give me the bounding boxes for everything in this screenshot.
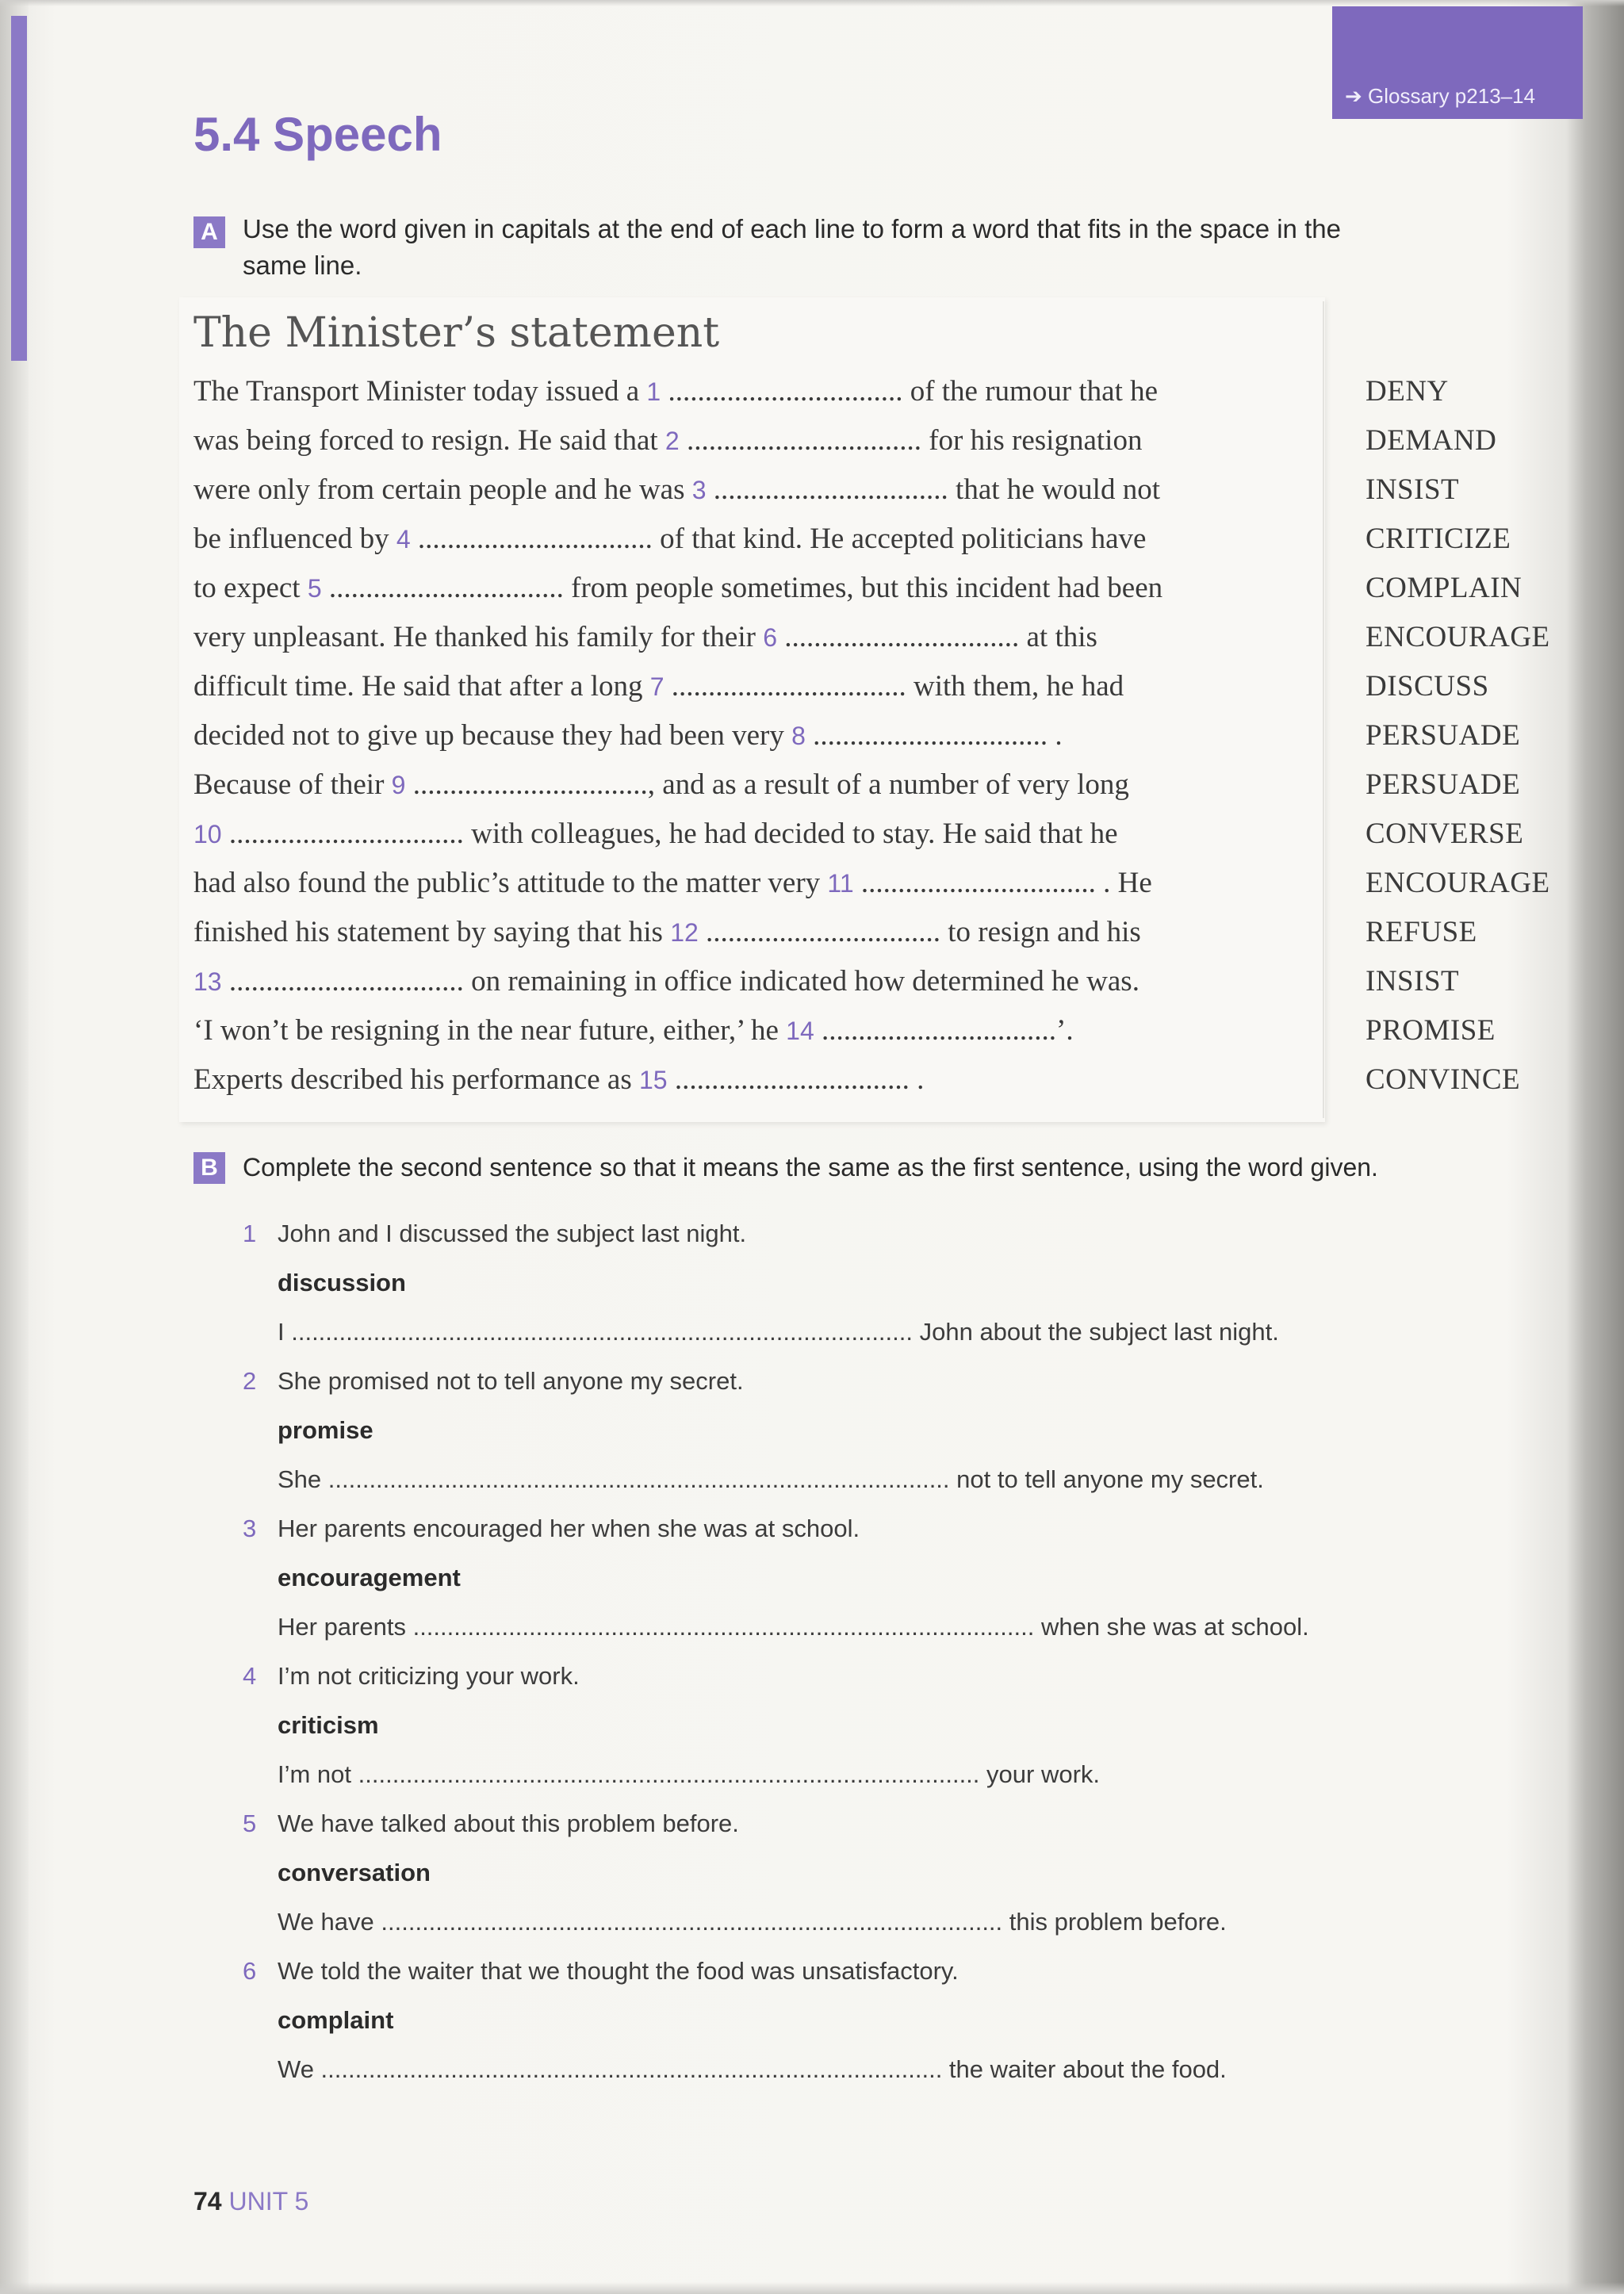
capital-word: PERSUADE bbox=[1365, 768, 1521, 801]
line-text-after: ................................ at this bbox=[777, 621, 1097, 653]
section-a-instruction-line-2: same line. bbox=[243, 251, 362, 280]
gap-number: 5 bbox=[307, 574, 322, 603]
capital-word: INSIST bbox=[1365, 473, 1460, 506]
line-text-before: to expect bbox=[193, 572, 308, 604]
article-line-text bbox=[193, 718, 1063, 753]
line-text-after: ................................ on remaining in office indicated how determined he was. bbox=[221, 965, 1139, 998]
line-text-before: Experts described his performance as bbox=[193, 1063, 639, 1096]
gap-number: 13 bbox=[193, 967, 222, 996]
gap-number: 6 bbox=[763, 623, 777, 652]
item-answer-line[interactable]: I ........................................................................................... John about the subject last night. bbox=[278, 1318, 1279, 1346]
capital-word: PERSUADE bbox=[1365, 719, 1521, 752]
line-text-before: difficult time. He said that after a long bbox=[193, 670, 650, 703]
item-number: 1 bbox=[243, 1220, 257, 1247]
page-title: 5.4 Speech bbox=[193, 108, 442, 161]
line-text-before: Because of their bbox=[193, 768, 392, 801]
item-answer-line[interactable]: We ........................................................................................... the waiter about the food. bbox=[278, 2055, 1227, 2083]
article-line bbox=[193, 423, 1304, 458]
text-panel bbox=[179, 297, 1325, 1122]
item-sentence: John and I discussed the subject last night. bbox=[278, 1220, 747, 1247]
section-a-badge: A bbox=[193, 216, 225, 248]
item-number: 2 bbox=[243, 1367, 257, 1395]
top-shadow bbox=[0, 0, 1624, 6]
item-key-word: complaint bbox=[278, 2006, 394, 2034]
article-line bbox=[193, 964, 1304, 998]
section-strip bbox=[11, 16, 27, 361]
gap-number: 8 bbox=[791, 722, 806, 750]
gap-number: 12 bbox=[670, 918, 699, 947]
capital-word: COMPLAIN bbox=[1365, 572, 1522, 604]
section-b-badge: B bbox=[193, 1152, 225, 1184]
line-text-before: ‘I won’t be resigning in the near future, either,’ he bbox=[193, 1014, 787, 1047]
line-text-after: ................................ . bbox=[667, 1063, 925, 1096]
article-line bbox=[193, 1013, 1304, 1047]
article-line bbox=[193, 473, 1304, 507]
item-key-word: promise bbox=[278, 1416, 373, 1444]
gap-number: 11 bbox=[827, 869, 854, 898]
line-text-after: ................................ for his resignation bbox=[679, 424, 1143, 457]
text-panel-divider bbox=[1323, 301, 1324, 1118]
capital-word: DISCUSS bbox=[1365, 670, 1489, 703]
capital-word: CRITICIZE bbox=[1365, 523, 1511, 555]
capital-word: CONVERSE bbox=[1365, 818, 1524, 850]
item-answer-line[interactable]: I’m not ........................................................................................... your work. bbox=[278, 1760, 1101, 1788]
item-sentence: I’m not criticizing your work. bbox=[278, 1662, 580, 1690]
capital-word: ENCOURAGE bbox=[1365, 867, 1550, 899]
capital-word: DEMAND bbox=[1365, 424, 1497, 457]
item-sentence: She promised not to tell anyone my secret. bbox=[278, 1367, 744, 1395]
line-text-after: ................................ with colleagues, he had decided to stay. He said that he bbox=[221, 818, 1118, 850]
article-line bbox=[193, 915, 1304, 949]
line-text-after: ................................ with them, he had bbox=[664, 670, 1124, 703]
article-line-text bbox=[193, 1063, 924, 1097]
article-line bbox=[193, 571, 1304, 605]
article-line bbox=[193, 522, 1304, 556]
line-text-before: very unpleasant. He thanked his family for their bbox=[193, 621, 764, 653]
line-text-before: decided not to give up because they had been very bbox=[193, 719, 792, 752]
item-key-word: criticism bbox=[278, 1711, 379, 1739]
line-text-after: ................................ that he would not bbox=[706, 473, 1160, 506]
article-line bbox=[193, 866, 1304, 900]
article-line-text bbox=[193, 620, 1097, 654]
section-a-instruction-line-1: Use the word given in capitals at the end of each line to form a word that fits in the space in the bbox=[243, 214, 1341, 243]
article-line bbox=[193, 817, 1304, 851]
article-line-text bbox=[193, 866, 1152, 900]
gap-number: 1 bbox=[646, 377, 661, 406]
article-line bbox=[193, 374, 1304, 408]
line-text-after: ................................, and as a result of a number of very long bbox=[405, 768, 1129, 801]
line-text-after: ................................ . bbox=[805, 719, 1063, 752]
gap-number: 15 bbox=[638, 1066, 668, 1094]
line-text-after: ................................ of that kind. He accepted politicians have bbox=[410, 523, 1147, 555]
page-number: 74 bbox=[193, 2187, 222, 2215]
glossary-tab: ➔ Glossary p213–14 bbox=[1332, 6, 1583, 119]
item-number: 4 bbox=[243, 1662, 257, 1690]
bottom-edge bbox=[0, 2282, 1624, 2294]
article-title: The Minister’s statement bbox=[193, 309, 720, 357]
article-line-text bbox=[193, 374, 1158, 408]
article-line-text bbox=[193, 669, 1124, 703]
item-key-word: conversation bbox=[278, 1859, 431, 1886]
article-line-text bbox=[193, 1013, 1074, 1047]
item-answer-line[interactable]: She ........................................................................................... not to tell anyone my secret. bbox=[278, 1465, 1264, 1493]
section-b-instruction: Complete the second sentence so that it means the same as the first sentence, using the word given. bbox=[243, 1153, 1378, 1181]
item-sentence: Her parents encouraged her when she was at school. bbox=[278, 1515, 860, 1542]
item-number: 3 bbox=[243, 1515, 257, 1542]
gap-number: 14 bbox=[786, 1017, 814, 1045]
capital-word: DENY bbox=[1365, 375, 1449, 408]
line-text-before: be influenced by bbox=[193, 523, 396, 555]
item-number: 5 bbox=[243, 1810, 257, 1837]
item-answer-line[interactable]: Her parents ........................................................................................... when she was at school. bbox=[278, 1613, 1309, 1641]
item-sentence: We have talked about this problem before. bbox=[278, 1810, 739, 1837]
gap-number: 2 bbox=[665, 427, 680, 455]
article-line-text bbox=[193, 473, 1160, 507]
article-line bbox=[193, 620, 1304, 654]
capital-word: ENCOURAGE bbox=[1365, 621, 1550, 653]
article-line-text bbox=[193, 768, 1129, 802]
gap-number: 3 bbox=[691, 476, 707, 504]
item-key-word: encouragement bbox=[278, 1564, 461, 1591]
article-line-text bbox=[193, 423, 1142, 458]
article-line-text bbox=[193, 817, 1118, 851]
article-line-text bbox=[193, 915, 1141, 949]
gap-number: 9 bbox=[391, 771, 406, 799]
line-text-before: were only from certain people and he was bbox=[193, 473, 692, 506]
gap-number: 7 bbox=[649, 672, 665, 701]
gap-number: 4 bbox=[396, 525, 411, 553]
gap-number: 10 bbox=[193, 820, 222, 848]
capital-word: CONVINCE bbox=[1365, 1063, 1521, 1096]
line-text-after: ................................ of the rumour that he bbox=[661, 375, 1159, 408]
capital-word: INSIST bbox=[1365, 965, 1460, 998]
line-text-before: finished his statement by saying that his bbox=[193, 916, 671, 948]
line-text-before: The Transport Minister today issued a bbox=[193, 375, 647, 408]
capital-word: PROMISE bbox=[1365, 1014, 1496, 1047]
article-line bbox=[193, 768, 1304, 802]
item-number: 6 bbox=[243, 1957, 257, 1985]
article-line bbox=[193, 669, 1304, 703]
article-line-text bbox=[193, 522, 1146, 556]
article-line bbox=[193, 1063, 1304, 1097]
line-text-after: ................................’. bbox=[814, 1014, 1074, 1047]
line-text-after: ................................ . He bbox=[853, 867, 1152, 899]
article-line-text bbox=[193, 571, 1162, 605]
capital-word: REFUSE bbox=[1365, 916, 1477, 948]
line-text-after: ................................ from people sometimes, but this incident had been bbox=[321, 572, 1163, 604]
article-line-text bbox=[193, 964, 1139, 998]
article-line bbox=[193, 718, 1304, 753]
item-sentence: We told the waiter that we thought the food was unsatisfactory. bbox=[278, 1957, 959, 1985]
page-footer bbox=[193, 2187, 308, 2216]
line-text-before: had also found the public’s attitude to the matter very bbox=[193, 867, 828, 899]
item-key-word: discussion bbox=[278, 1269, 406, 1296]
line-text-after: ................................ to resign and his bbox=[698, 916, 1141, 948]
section-a-instruction bbox=[243, 211, 1341, 284]
unit-label: UNIT 5 bbox=[228, 2187, 309, 2215]
item-answer-line[interactable]: We have ........................................................................................... this problem before. bbox=[278, 1908, 1227, 1936]
line-text-before: was being forced to resign. He said that bbox=[193, 424, 665, 457]
